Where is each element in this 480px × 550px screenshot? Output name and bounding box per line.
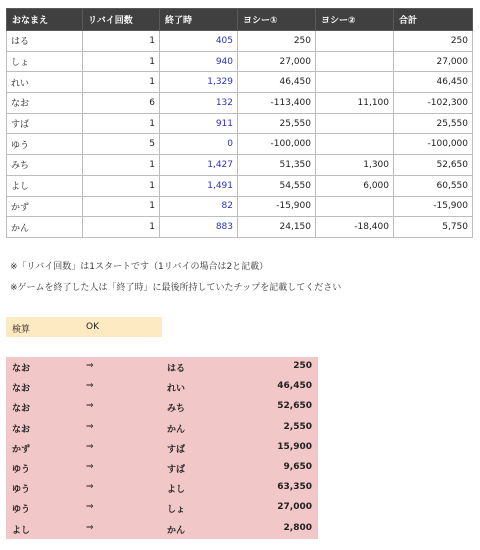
transfer-row <box>6 519 318 539</box>
header-name: おなまえ <box>7 9 83 31</box>
transfer-row <box>6 377 318 397</box>
cell-total[interactable]: -15,900 <box>394 196 473 217</box>
cell-name[interactable]: かん <box>7 217 83 238</box>
transfer-list <box>6 357 318 539</box>
cell-rebuy[interactable]: 1 <box>83 175 160 196</box>
transfer-amount: 250 <box>293 361 312 371</box>
transfer-amount: 2,800 <box>283 522 312 533</box>
header-yoshi2: ヨシー② <box>316 9 394 31</box>
cell-yoshi2[interactable]: 6,000 <box>316 175 394 196</box>
table-row <box>7 175 473 196</box>
cell-yoshi1[interactable]: -100,000 <box>238 134 316 155</box>
transfer-to: すば <box>167 464 186 475</box>
transfer-from: なお <box>12 364 31 374</box>
table-row <box>7 31 473 52</box>
verify-value: OK <box>86 322 99 332</box>
transfer-amount: 2,550 <box>283 421 312 432</box>
cell-yoshi2[interactable]: 11,100 <box>316 93 394 114</box>
transfer-from: ゆう <box>12 485 31 496</box>
table-row <box>7 93 473 114</box>
cell-rebuy[interactable]: 1 <box>83 155 160 176</box>
cell-name[interactable]: かず <box>7 196 83 217</box>
cell-name[interactable]: なお <box>7 93 83 114</box>
cell-name[interactable]: みち <box>7 155 83 176</box>
note-rebuy: ※「リバイ回数」は1スタートです（1リバイの場合は2と記載） <box>10 262 269 272</box>
cell-name[interactable]: すば <box>7 113 83 134</box>
cell-rebuy[interactable]: 6 <box>83 93 160 114</box>
cell-yoshi2[interactable] <box>316 31 394 52</box>
transfer-arrow: ⇒ <box>86 461 94 472</box>
cell-name[interactable]: ゆう <box>7 134 83 155</box>
header-rebuy: リバイ回数 <box>83 9 160 31</box>
cell-yoshi1[interactable]: -113,400 <box>238 93 316 114</box>
transfer-to: しょ <box>167 505 186 516</box>
table-row <box>7 51 473 72</box>
header-total: 合計 <box>394 9 473 31</box>
table-row <box>7 196 473 217</box>
cell-yoshi1[interactable]: 25,550 <box>238 113 316 134</box>
cell-name[interactable]: しょ <box>7 51 83 72</box>
transfer-to: はる <box>167 364 186 374</box>
transfer-from: ゆう <box>12 464 31 475</box>
cell-end[interactable]: 940 <box>160 51 238 72</box>
transfer-arrow: ⇒ <box>86 361 94 371</box>
cell-end[interactable]: 0 <box>160 134 238 155</box>
cell-total[interactable]: 52,650 <box>394 155 473 176</box>
cell-name[interactable]: はる <box>7 31 83 52</box>
cell-yoshi1[interactable]: 27,000 <box>238 51 316 72</box>
transfer-to: すば <box>167 444 186 455</box>
transfer-arrow: ⇒ <box>86 401 94 412</box>
table-row <box>7 72 473 93</box>
table-row <box>7 134 473 155</box>
cell-yoshi2[interactable]: 1,300 <box>316 155 394 176</box>
cell-rebuy[interactable]: 1 <box>83 196 160 217</box>
cell-yoshi1[interactable]: 46,450 <box>238 72 316 93</box>
header-row <box>7 9 473 31</box>
transfer-from: なお <box>12 404 31 415</box>
transfer-amount: 63,350 <box>277 482 312 493</box>
header-yoshi1: ヨシー① <box>238 9 316 31</box>
table-row <box>7 113 473 134</box>
transfer-to: かん <box>167 424 186 435</box>
cell-rebuy[interactable]: 1 <box>83 51 160 72</box>
cell-total[interactable]: 60,550 <box>394 175 473 196</box>
cell-total[interactable]: 250 <box>394 31 473 52</box>
transfer-from: なお <box>12 384 31 395</box>
transfer-from: よし <box>12 525 31 536</box>
transfer-to: よし <box>167 485 186 496</box>
transfer-row <box>6 438 318 458</box>
transfer-arrow: ⇒ <box>86 381 94 392</box>
results-table <box>6 8 473 238</box>
transfer-amount: 9,650 <box>283 461 312 472</box>
cell-total[interactable]: 5,750 <box>394 217 473 238</box>
cell-name[interactable]: れい <box>7 72 83 93</box>
cell-end[interactable]: 911 <box>160 113 238 134</box>
transfer-row <box>6 397 318 417</box>
transfer-row <box>6 498 318 518</box>
cell-end[interactable]: 883 <box>160 217 238 238</box>
transfer-to: かん <box>167 525 186 536</box>
cell-yoshi2[interactable] <box>316 51 394 72</box>
cell-yoshi1[interactable]: -15,900 <box>238 196 316 217</box>
transfer-row <box>6 418 318 438</box>
transfer-amount: 27,000 <box>277 502 312 513</box>
transfer-row <box>6 357 318 377</box>
cell-end[interactable]: 1,329 <box>160 72 238 93</box>
cell-end[interactable]: 82 <box>160 196 238 217</box>
transfer-arrow: ⇒ <box>86 441 94 452</box>
transfer-amount: 52,650 <box>277 401 312 412</box>
cell-rebuy[interactable]: 1 <box>83 113 160 134</box>
cell-yoshi2[interactable]: -18,400 <box>316 217 394 238</box>
transfer-from: なお <box>12 424 31 435</box>
transfer-row <box>6 478 318 498</box>
cell-yoshi2[interactable] <box>316 196 394 217</box>
cell-rebuy[interactable]: 1 <box>83 217 160 238</box>
cell-total[interactable]: -100,000 <box>394 134 473 155</box>
transfer-arrow: ⇒ <box>86 482 94 493</box>
header-end: 終了時 <box>160 9 238 31</box>
cell-rebuy[interactable]: 5 <box>83 134 160 155</box>
transfer-to: みち <box>167 404 186 415</box>
cell-total[interactable]: 46,450 <box>394 72 473 93</box>
verify-box <box>6 317 162 337</box>
cell-total[interactable]: -102,300 <box>394 93 473 114</box>
transfer-amount: 15,900 <box>277 441 312 452</box>
transfer-from: ゆう <box>12 505 31 516</box>
cell-total[interactable]: 27,000 <box>394 51 473 72</box>
cell-yoshi2[interactable] <box>316 113 394 134</box>
transfer-to: れい <box>167 384 186 395</box>
cell-yoshi1[interactable]: 54,550 <box>238 175 316 196</box>
cell-end[interactable]: 405 <box>160 31 238 52</box>
cell-total[interactable]: 25,550 <box>394 113 473 134</box>
note-end-chips: ※ゲームを終了した人は「終了時」に最後所持していたチップを記載してください <box>10 283 342 293</box>
cell-yoshi2[interactable] <box>316 72 394 93</box>
cell-end[interactable]: 1,427 <box>160 155 238 176</box>
cell-end[interactable]: 132 <box>160 93 238 114</box>
cell-rebuy[interactable]: 1 <box>83 31 160 52</box>
cell-yoshi1[interactable]: 51,350 <box>238 155 316 176</box>
transfer-arrow: ⇒ <box>86 502 94 513</box>
cell-name[interactable]: よし <box>7 175 83 196</box>
transfer-amount: 46,450 <box>277 381 312 392</box>
transfer-arrow: ⇒ <box>86 421 94 432</box>
cell-end[interactable]: 1,491 <box>160 175 238 196</box>
cell-yoshi1[interactable]: 24,150 <box>238 217 316 238</box>
transfer-from: かず <box>12 444 31 455</box>
transfer-row <box>6 458 318 478</box>
cell-yoshi1[interactable]: 250 <box>238 31 316 52</box>
table-row <box>7 155 473 176</box>
cell-yoshi2[interactable] <box>316 134 394 155</box>
verify-label: 検算 <box>12 325 31 335</box>
table-row <box>7 217 473 238</box>
transfer-arrow: ⇒ <box>86 522 94 533</box>
cell-rebuy[interactable]: 1 <box>83 72 160 93</box>
